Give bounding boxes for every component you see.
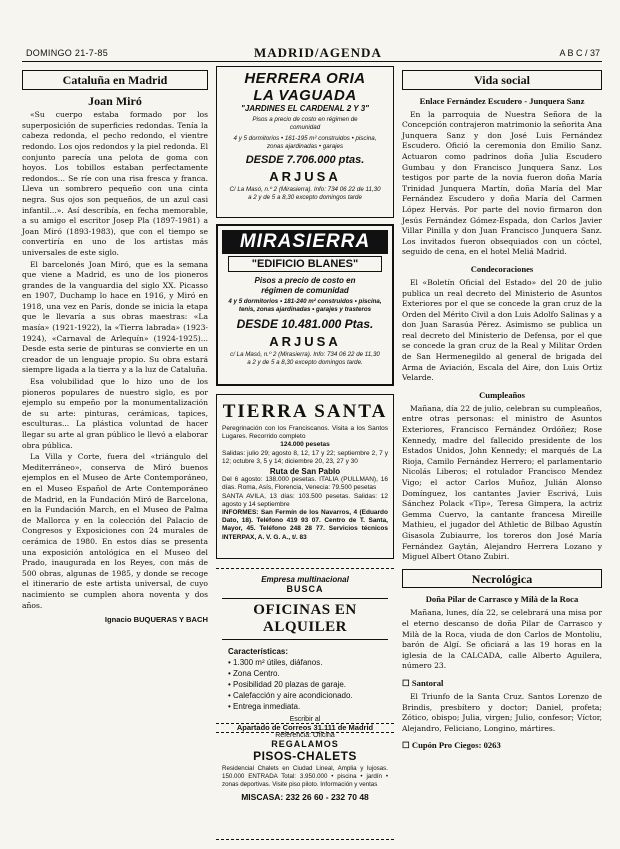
article-paragraph: El barcelonés Joan Miró, que es la semana que viene a Madrid, es uno de los pioneros grandes de la vanguardia del siglo XX. Picasso en 1907, Duchamp lo hace en 1916, y Miró en 1918, una vez en París, donde se inicia la etapa que le llevaría a sus obras maestras: «La masía» (1921-1922), la «Tierra labrada» (1923-1924), «Carnaval de Arlequín» (1924-1925)... Desde esta serie de pinturas se convierte en un creador de un lenguaje propio. Su obra estará siempre ligada a la tierra y a la luz de Cataluña. xyxy=(22,259,208,375)
santoral-body: El Triunfo de la Santa Cruz. Santos Lorenzo de Brindis, presbítero y doctor; Daniel, profeta; Zótico, obispo; Julia, virgen; Julio, confesor; Víctor, Alejandro, Feliciano, Longino, mártires. xyxy=(402,691,602,733)
checkbox-icon: ☐ xyxy=(402,740,410,751)
ad-oficinas-feature: • 1.300 m² útiles, diáfanos. xyxy=(228,658,323,667)
ad-oficinas-features-label: Características: xyxy=(228,647,289,656)
ad-pisos-title: PISOS-CHALETS xyxy=(253,749,357,763)
header-section: MADRID/AGENDA xyxy=(254,45,382,60)
ad-tierra-santa-info: INFORMES: San Fermín de los Navarros, 4 (Eduardo Dato, 18). Teléfono 419 93 07. Centro de T. Santa, Mayor, 45. Teléfono 248 28 77. Servicios técnicos INTERPAX, A. V. G. A., t/. 83 xyxy=(222,509,388,541)
ad-oficinas-address: Apartado de Correos 31.111 de Madrid xyxy=(236,723,374,732)
ad-oficinas-feature: • Zona Centro. xyxy=(228,669,280,678)
ad-oficinas-title: OFICINAS EN ALQUILER xyxy=(222,598,388,640)
ad-mirasierra-features: 4 y 5 dormitorios • 181-240 m² construidos • piscina, tenis, zonas ajardinadas • garajes y trasteros xyxy=(228,298,382,313)
ad-mirasierra-title: MIRASIERRA xyxy=(222,230,388,254)
right-column xyxy=(402,70,602,840)
checkbox-icon: ☐ xyxy=(402,677,410,688)
ad-pisos-phones: MISCASA: 232 26 60 - 232 70 48 xyxy=(241,792,369,802)
ad-tierra-santa-dates: Salidas: julio 29; agosto 8, 12, 17 y 22; septiembre 2, 7 y 12; octubre 3, 5 y 14; diciembre 20, 23, 27 y 30 xyxy=(222,449,388,465)
ad-oficinas-feature: • Entrega inmediata. xyxy=(228,702,301,711)
ad-oficinas-feature: • Calefacción y aire acondicionado. xyxy=(228,691,353,700)
header-date: DOMINGO 21-7-85 xyxy=(26,48,109,58)
ad-vaguada-brand: ARJUSA xyxy=(269,169,341,184)
ad-vaguada-title1: HERRERA ORIA xyxy=(244,70,366,87)
ad-tierra-santa-price: 124.000 pesetas xyxy=(280,441,330,449)
santoral-title: ☐ Santoral xyxy=(402,677,444,688)
ad-pisos-body: Residencial Chalets en Ciudad Lineal, Amplia y lujosas. 150.000 ENTRADA Total: 3.950.000 • piscina • jardín • zonas deportivas. Visite piso piloto. Información y ventas xyxy=(222,765,388,788)
ad-vaguada-title2: LA VAGUADA xyxy=(253,87,357,104)
article-paragraph: Esa volubilidad que lo hizo uno de los pioneros populares de nuestro siglo, es por ejemplo su empeño por la monumentalización de su arte: pinturas, cerámicas, tapices, esculturas... La plástica voluntad de hacer llegar su arte al gran público le llevó a elaborar obra pública. xyxy=(22,377,208,450)
section-title-necrologica: Necrológica xyxy=(402,569,602,589)
ad-tierra-santa-intro: Peregrinación con los Franciscanos. Visita a los Santos Lugares. Recorrido completo xyxy=(222,425,388,441)
article-paragraph: «Su cuerpo estaba formado por los superposición de superficies redondas. Tenía la cabeza redonda, el pecho redondo, el vientre redondo. Los ojos redondos y la piel redonda. El conjunto parecía una pelota de goma con hoyos. Los tobillos estaban perfectamente redondos... Se ríe con una risa fresca y franca. Lleva un sombrero pequeño con una cinta negra. Sus ojos son pequeños, de un azul casi infantil...». Así describía, en fecha memorable, a su amigo el escritor Josep Pla (1897-1981) a Joan Miró (1893-1983), que con el tiempo se convertiría en uno de los artistas más universales de este siglo. xyxy=(22,110,208,257)
ad-oficinas-ref: Referencia: Oficina xyxy=(275,732,335,739)
ad-vaguada-features: 4 y 5 dormitorios • 161-195 m² construidos • piscina, zonas ajardinadas • garajes xyxy=(233,135,377,150)
ad-mirasierra-price: DESDE 10.481.000 Ptas. xyxy=(236,317,374,331)
condecoraciones-title: Condecoraciones xyxy=(470,263,534,274)
section-title-vida-social: Vida social xyxy=(402,70,602,90)
enlace-title: Enlace Fernández Escudero - Junquera Sanz xyxy=(419,95,585,106)
ad-tierra-santa-title: TIERRA SANTA xyxy=(222,401,388,422)
ad-tierra-santa-route-detail: Del 6 agosto: 138.000 pesetas. ITALIA (PULLMAN), 16 días. Roma, Asís, Florencia, Venecia: 79.500 pesetas xyxy=(222,476,388,492)
article-paragraph: La Villa y Corte, fuera del «triángulo del Mediterráneo», conserva de Miró buenos ejemplos en el Museo de Arte Contemporáneo, en el Museo Español de Arte Contemporáneo de Madrid, en la Fundación Miró de Barcelona, en la Fundación March, en el Museo de Palma de Mallorca y en la colección del Palacio de Congresos y Exposiciones con 24 murales de cerámica de 1980. En estos días se presenta una exposición antológica en el Museo del Prado, inaugurada en los Reyes, con más de 500 obras, algunas de 1985, y donde se recoge el itinerario de este artista universal, de cuyo nacimiento se cumplen ahora noventa y dos años. xyxy=(22,452,208,610)
ad-mirasierra-address: c/ La Masó, n.º 2 (Mirasierra). Info: 734 06 22 de 11,30 a 2 y de 5 a 8,30 excepto domingos tarde. xyxy=(230,351,380,366)
ad-oficinas xyxy=(216,568,394,739)
page-header xyxy=(22,46,602,62)
condecoraciones-body: El «Boletín Oficial del Estado» del 20 de julio publica un real decreto del Ministerio de Asuntos Exteriores por el que se concede la gran cruz de la Orden del Mérito Civil a don Luis Adolfo Salinas y a don Juan Sarasúa Pérez. Asimismo se publica un real decreto del Ministerio de Defensa, por el que se concede la gran cruz de la Real y Militar Orden de San Hermenegildo al general de brigada del Arma de Aviación, Escala del Aire, don Luis Ortiz Velarde. xyxy=(402,277,602,383)
ad-tierra-santa xyxy=(216,394,394,559)
cumpleanos-body: Mañana, día 22 de julio, celebran su cumpleaños, entre otras personas: el ministro de Asuntos Exteriores, Francisco Fernández Ordóñez; Rose Kennedy, madre del fallecido presidente de los Estados Unidos, John Kennedy; el marqués de La Rioja, Camilo Fernández Herrero; el parlamentario Nicolás Liberos; el rotulador Francisco Mendez Vigo; el actor Carlos Muñoz, Julián Alonso Domínguez, los cantantes Javier Escrivá, Luis Sánchez Polack «Tip», Teresa Gimpera, la actriz Gemma Cuervo, la cantante francesa Mireille Mathieu, el jugador del Athletic de Bilbao Agustín Gisasola Zubiaurre, los toreros don José María Fernández Gaytán, Alejandro Herrera Lozano y Miguel Albert Otano Zubiri. xyxy=(402,403,602,562)
enlace-body: En la parroquia de Nuestra Señora de la Concepción contrajeron matrimonio la señorita Ana Junquera Sanz y don José Luis Fernández Escudero. Ofició la ceremonia don Emilio Sanz. Actuaron como padrinos doña Julia Escudero Gumbau y don Francisco Junquera Sanz. Los testigos por parte de la novia fueron doña María Trinidad Junquera Martín, doña María del Mar Fernández Escudero y doña María del Carmen López Hervás. Por parte del novio firmaron don Jesús Fernández Gómez-Espada, don Carlos Javier Villar Pinilla y don Juan Francisco Junquera Sanz. Los invitados fueron obsequiados con un cóctel, seguido de cena, en el hotel Meliá Madrid. xyxy=(402,109,602,257)
necrologica-name: Doña Pilar de Carrasco y Milà de la Roca xyxy=(425,594,579,605)
ad-mirasierra-brand: ARJUSA xyxy=(269,334,341,349)
ad-mirasierra-desc: Pisos a precio de costo en régimen de comunidad xyxy=(254,276,356,295)
left-column xyxy=(22,70,208,840)
ad-mirasierra-subtitle: "EDIFICIO BLANES" xyxy=(228,256,382,272)
ad-oficinas-busca: BUSCA xyxy=(286,584,324,594)
ad-la-vaguada xyxy=(216,66,394,218)
ad-vaguada-price: DESDE 7.706.000 ptas. xyxy=(245,154,365,166)
ad-pisos-chalets xyxy=(216,732,394,840)
article-signature: Ignacio BUQUERAS Y BACH xyxy=(104,615,208,625)
ad-mirasierra xyxy=(216,224,394,386)
section-title-cataluna: Cataluña en Madrid xyxy=(22,70,208,90)
ad-tierra-santa-route: Ruta de San Pablo xyxy=(269,467,341,477)
ad-oficinas-kicker: Empresa multinacional xyxy=(261,575,349,584)
ad-tierra-santa-fatima: SANTA AVILA, 13 días: 103.500 pesetas. Salidas: 12 agosto y 14 septiembre xyxy=(222,492,388,508)
ad-oficinas-feature: • Posibilidad 20 plazas de garaje. xyxy=(228,680,346,689)
ad-oficinas-write: Escribir al xyxy=(289,716,321,723)
ad-vaguada-desc: Pisos a precio de costo en régimen de comunidad xyxy=(252,116,358,131)
cupon-title: ☐ Cupón Pro Ciegos: 0263 xyxy=(402,740,501,751)
header-publication: A B C / 37 xyxy=(559,48,600,58)
ad-pisos-kicker: REGALAMOS xyxy=(271,739,339,749)
article-title-joan-miro: Joan Miró xyxy=(88,93,142,108)
ad-vaguada-subtitle: "JARDINES EL CARDENAL 2 Y 3" xyxy=(241,104,369,113)
ad-vaguada-address: C/ La Masó, n.º 2 (Mirasierra). Info: 734 06 22 de 11,30 a 2 y de 5 a 8,30 excepto domingos tarde xyxy=(229,186,381,201)
cumpleanos-title: Cumpleaños xyxy=(479,389,525,400)
necrologica-body: Mañana, lunes, día 22, se celebrará una misa por el eterno descanso de doña Pilar de Carrasco y Milà de la Roca, viuda de don Carlos de Montoliu, barón de Algí. Se oficiará a las 19 horas en la iglesia de la CALCADA, calle Alberto Aguilera, número 23. xyxy=(402,608,602,671)
